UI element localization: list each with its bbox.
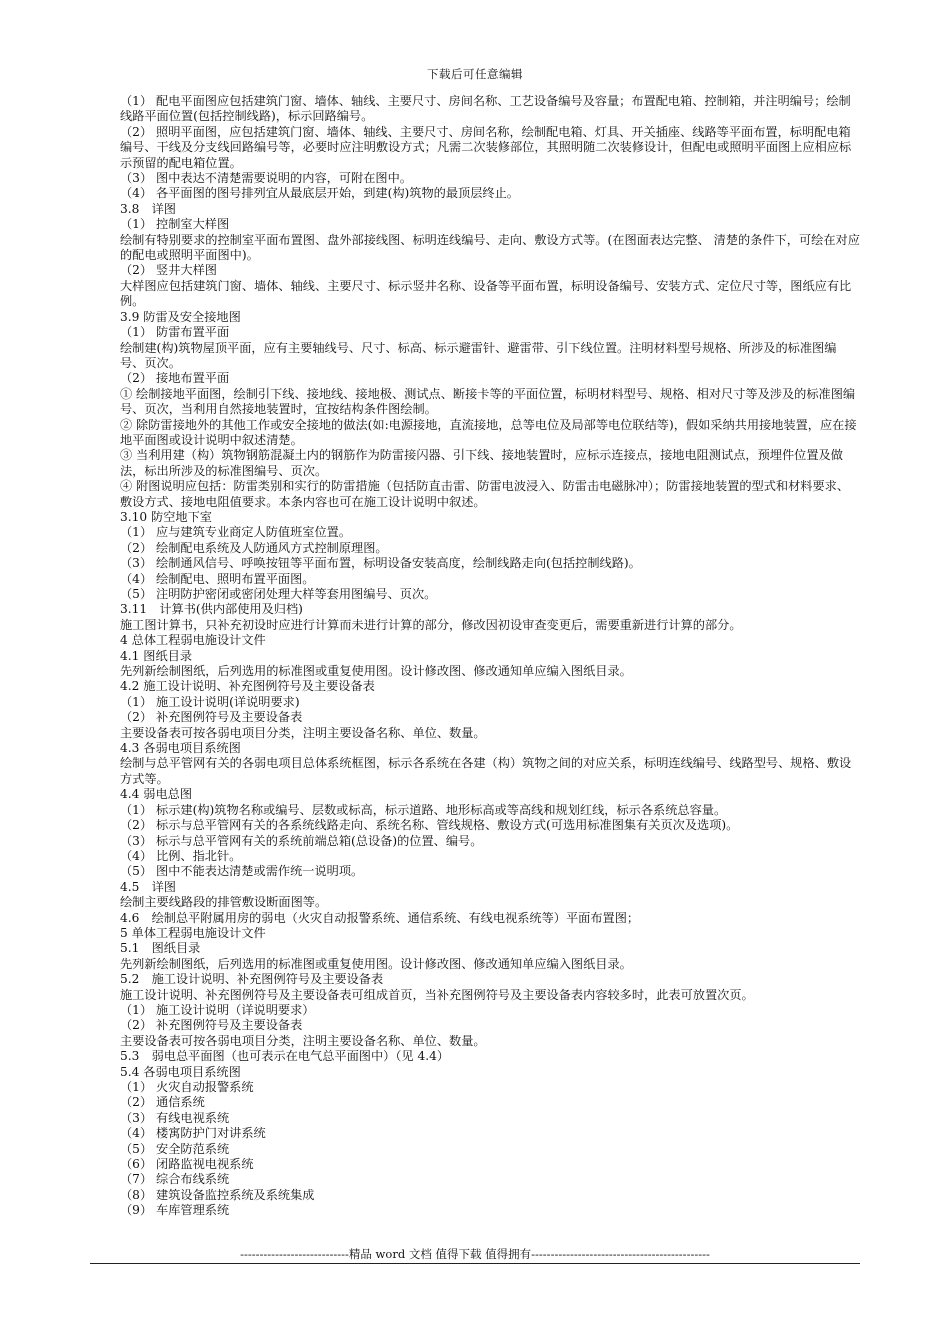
document-body [120,94,860,1219]
text-line: 4.1 图纸目录 [120,648,193,663]
text-line: （2） 标示与总平管网有关的各系统线路走向、系统名称、管线规格、敷设方式(可选用标准图集有关页次及选项)。 [120,818,739,833]
text-line: （1） 施工设计说明(详说明要求) [120,694,300,709]
text-line: （1） 标示建(构)筑物名称或编号、层数或标高，标示道路、地形标高或等高线和规划红线，标示各系统总容量。 [120,802,727,817]
text-line: ④ 附图说明应包括：防雷类别和实行的防雷措施（包括防直击雷、防雷电波浸入、防雷击电磁脉冲）；防雷接地装置的型式和材料要求、敷设方式、接地电阻值要求。本条内容也可在施工设计说明中叙述。 [120,479,850,509]
text-line: 4.4 弱电总图 [120,787,193,802]
text-line: 施工设计说明、补充图例符号及主要设备表可组成首页，当补充图例符号及主要设备表内容较多时，此表可放置次页。 [120,987,754,1002]
text-line: （4） 比例、指北针。 [120,848,242,863]
text-line: ① 绘制接地平面图，绘制引下线、接地线、接地极、测试点、断接卡等的平面位置，标明材料型号、规格、相对尺寸等及涉及的标准图编号、页次，当利用自然接地装置时，宜按结构条件图绘制。 [120,386,856,417]
text-line: （1） 防雷布置平面 [120,325,230,340]
text-line: 4.2 施工设计说明、补充图例符号及主要设备表 [120,679,375,694]
text-line: （2） 照明平面图，应包括建筑门窗、墙体、轴线、主要尺寸、房间名称，绘制配电箱、灯具、开关插座、线路等平面布置，标明配电箱编号、干线及分支线回路编号等，必要时应注明敷设方式；凡需二次装修部位，其照明随二次装修设计，但配电或照明平面图上应相应标示预留的配电箱位置。 [120,124,852,170]
footer-divider [90,1263,860,1264]
text-line: （1） 施工设计说明（详说明要求） [120,1002,315,1017]
text-line: 先列新绘制图纸，后列选用的标准图或重复使用图。设计修改图、修改通知单应编入图纸目录。 [120,956,632,971]
text-line: ③ 当利用建（构）筑物钢筋混凝土内的钢筋作为防雷接闪器、引下线、接地装置时，应标示连接点，接地电阻测试点，预埋件位置及做法，标出所涉及的标准图编号、页次。 [120,448,843,478]
text-line: 5.4 各弱电项目系统图 [120,1064,241,1079]
page-footer: ----------------------------精品 word 文档 值得下载 值得拥有---------------------------------------------- [240,1247,710,1261]
text-line: 4.3 各弱电项目系统图 [120,741,241,756]
text-line: （1） 火灾自动报警系统 [120,1080,254,1094]
text-line: （3） 有线电视系统 [120,1110,230,1125]
text-line: 主要设备表可按各弱电项目分类，注明主要设备名称、单位、数量。 [120,1033,486,1048]
text-line: 5.3 弱电总平面图（也可表示在电气总平面图中）（见 4.4） [120,1049,450,1064]
text-line: （9） 车库管理系统 [120,1203,230,1218]
text-line: 绘制主要线路段的排管敷设断面图等。 [120,895,328,910]
text-line: （1） 应与建筑专业商定人防值班室位置。 [120,525,352,540]
text-line: （2） 补充图例符号及主要设备表 [120,710,303,725]
text-line: 4.5 详图 [120,879,176,894]
text-line: 3.9 防雷及安全接地图 [120,309,241,324]
text-line: 3.10 防空地下室 [120,509,212,524]
text-line: 先列新绘制图纸，后列选用的标准图或重复使用图。设计修改图、修改通知单应编入图纸目录。 [120,664,632,679]
text-line: （5） 注明防护密闭或密闭处理大样等套用图编号、页次。 [120,587,437,601]
text-line: （1） 控制室大样图 [120,217,230,232]
text-line: （3） 绘制通风信号、呼唤按钮等平面布置，标明设备安装高度，绘制线路走向(包括控制线路)。 [120,556,641,571]
text-line: 绘制与总平管网有关的各弱电项目总体系统框图，标示各系统在各建（构）筑物之间的对应关系，标明连线编号、线路型号、规格、敷设方式等。 [120,756,852,786]
text-line: 3.8 详图 [120,201,176,216]
text-line: （4） 各平面图的图号排列宜从最底层开始，到建(构)筑物的最顶层终止。 [120,186,519,201]
text-line: ② 除防雷接地外的其他工作或安全接地的做法(如:电源接地，直流接地，总等电位及局部等电位联结等)，假如采纳共用接地装置，应在接地平面图或设计说明中叙述清楚。 [120,417,857,447]
text-line: （6） 闭路监视电视系统 [120,1157,254,1172]
text-line: （1） 配电平面图应包括建筑门窗、墙体、轴线、主要尺寸、房间名称、工艺设备编号及容量；布置配电箱、控制箱，并注明编号；绘制线路平面位置(包括控制线路)，标示回路编号。 [120,94,851,124]
text-line: （8） 建筑设备监控系统及系统集成 [120,1187,315,1202]
text-line: 大样图应包括建筑门窗、墙体、轴线、主要尺寸、标示竖井名称、设备等平面布置，标明设备编号、安装方式、定位尺寸等，图纸应有比例。 [120,278,852,309]
text-line: 绘制建(构)筑物屋顶平面，应有主要轴线号、尺寸、标高、标示避雷针、避雷带、引下线位置。注明材料型号规格、所涉及的标准图编号、页次。 [120,340,837,370]
text-line: （3） 标示与总平管网有关的系统前端总箱(总设备)的位置、编号。 [120,833,483,848]
text-line: （2） 通信系统 [120,1095,205,1110]
text-line: （4） 绘制配电、照明布置平面图。 [120,571,315,586]
text-line: 5 单体工程弱电施设计文件 [120,925,266,940]
text-line: （2） 补充图例符号及主要设备表 [120,1018,303,1033]
text-line: 4 总体工程弱电施设计文件 [120,633,266,648]
text-line: （5） 图中不能表达清楚或需作统一说明项。 [120,864,364,879]
text-line: （2） 绘制配电系统及人防通风方式控制原理图。 [120,540,388,555]
text-line: 3.11 计算书(供内部使用及归档) [120,602,303,617]
text-line: 5.2 施工设计说明、补充图例符号及主要设备表 [120,972,384,987]
text-line: （3） 图中表达不清楚需要说明的内容，可附在图中。 [120,171,412,186]
page-header: 下载后可任意编辑 [427,67,523,81]
text-line: 施工图计算书，只补充初设时应进行计算而未进行计算的部分，修改因初设审查变更后，需要重新进行计算的部分。 [120,617,742,632]
text-line: 绘制有特别要求的控制室平面布置图、盘外部接线图、标明连线编号、走向、敷设方式等。(在图面表达完整、 清楚的条件下，可绘在对应的配电或照明平面图中)。 [120,232,860,263]
text-line: （2） 竖井大样图 [120,263,217,278]
text-line: 主要设备表可按各弱电项目分类，注明主要设备名称、单位、数量。 [120,725,486,740]
text-line: 4.6 绘制总平附属用房的弱电（火灾自动报警系统、通信系统、有线电视系统等）平面布置图； [120,910,640,925]
text-line: 5.1 图纸目录 [120,941,201,956]
text-line: （5） 安全防范系统 [120,1141,230,1156]
text-line: （2） 接地布置平面 [120,371,230,386]
text-line: （7） 综合布线系统 [120,1172,230,1187]
text-line: （4） 楼寓防护门对讲系统 [120,1126,266,1141]
